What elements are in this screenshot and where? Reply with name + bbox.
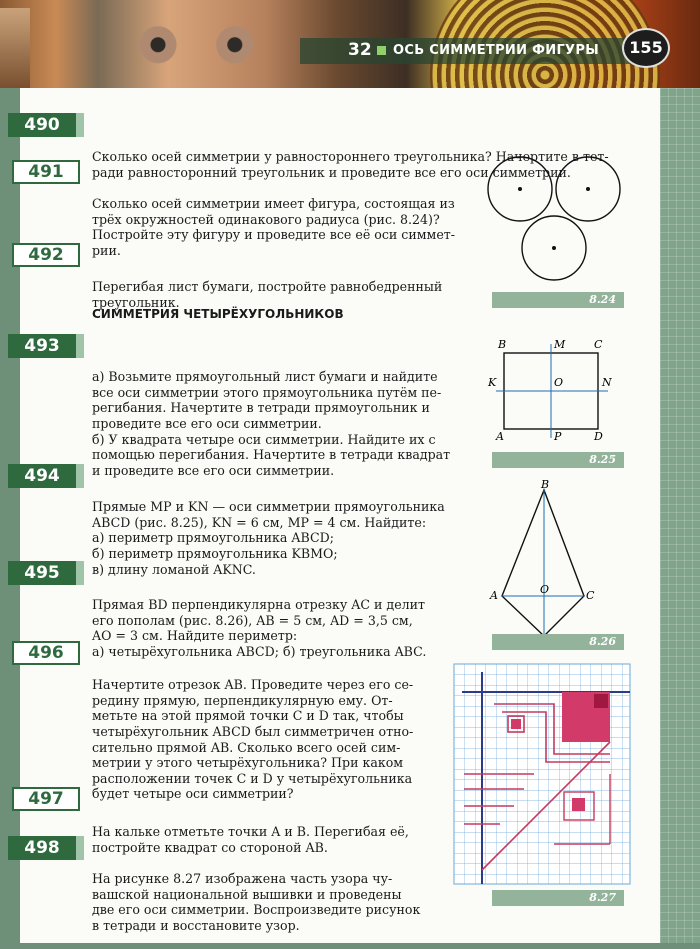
circle-left-center [518,187,522,191]
figure-8-25 [484,336,624,448]
pattern-small-square-1 [511,719,521,729]
problem-number-491: 491 [12,160,80,184]
figure-label-8-27: 8.27 [492,890,624,906]
point-m-label: M [554,338,566,351]
kite-abcd [502,490,584,636]
point-a-label: A [496,430,504,443]
pattern-small-square-2 [572,798,585,811]
point-k-label: K [488,376,497,389]
point-d-label: D [594,430,603,443]
problem-number-490: 490 [8,113,76,137]
tower-photo [0,8,30,88]
figure-label-8-26: 8.26 [492,634,624,650]
figure-8-24 [486,154,626,289]
problem-number-497: 497 [12,787,80,811]
circle-right-center [586,187,590,191]
problem-text-494: Прямые MP и KN — оси симметрии прямоугольника ABCD (рис. 8.25), KN = 6 см, MP = 4 см. Найдите: а) периметр прямоугольника ABCD; б) периметр прямоугольника KBMO; в) длину ломаной AKNC. [92,499,445,577]
chapter-number: 32 [348,40,372,60]
section-title: СИММЕТРИЯ ЧЕТЫРЁХУГОЛЬНИКОВ [92,307,344,321]
kite-point-o-label: O [540,583,550,596]
point-c-label: C [594,338,603,351]
figure-8-27 [454,664,630,884]
point-b-label: B [498,338,507,351]
problem-number-492: 492 [12,243,80,267]
kite-point-b-label: B [541,478,550,491]
problem-number-494: 494 [8,464,76,488]
problem-text-491: Сколько осей симметрии имеет фигура, состоящая из трёх окружностей одинакового радиуса (рис. 8.24)? Постройте эту фигуру и проведите все её оси симмет- рии. [92,196,456,258]
problem-number-495: 495 [8,561,76,585]
problem-text-490: Сколько осей симметрии у равностороннего треугольника? Начертите в тет- ради равносторонний треугольник и проведите все его оси симметрии. [92,149,609,180]
figure-label-8-24: 8.24 [492,292,624,308]
chapter-title: ОСЬ СИММЕТРИИ ФИГУРЫ [393,43,599,58]
problem-text-495: Прямая BD перпендикулярна отрезку AC и делит его пополам (рис. 8.26), AB = 5 см, AD = 3,5 см, AO = 3 см. Найдите периметр: а) четырёхугольника ABCD; б) треугольника ABC. [92,597,427,659]
figure-8-26 [486,480,606,650]
circle-bottom-center [552,246,556,250]
kite-point-a-label: A [490,589,498,602]
eyes-photo [110,20,270,65]
point-n-label: N [602,376,612,389]
kite-point-c-label: C [586,589,595,602]
problem-number-493: 493 [8,334,76,358]
problem-text-493: а) Возьмите прямоугольный лист бумаги и найдите все оси симметрии этого прямоугольника путём пе- регибания. Начертите в тетради прямоугольник и проведите все его оси симметрии. б) У квадрата четыре оси симметрии. Найдите их с помощью перегибания. Начертите в тетради квадрат и проведите все его оси симметрии. [92,369,451,478]
point-o-label: O [554,376,564,389]
problem-text-492: Перегибая лист бумаги, постройте равнобедренный треугольник. [92,279,443,310]
problem-text-497: На кальке отметьте точки A и B. Перегибая её, постройте квадрат со стороной AB. [92,824,409,855]
figure-label-8-25: 8.25 [492,452,624,468]
point-p-label: P [554,430,562,443]
problem-text-498: На рисунке 8.27 изображена часть узора чу- вашской национальной вышивки и проведены две его оси симметрии. Воспроизведите рисунок в тетради и восстановите узор. [92,871,421,933]
page-number: 155 [622,28,670,68]
right-grid-strip [660,0,700,943]
problem-text-496: Начертите отрезок AB. Проведите через его се- редину прямую, перпендикулярную ему. От- метьте на этой прямой точки C и D так, чтобы четырёхугольник ABCD был симметричен отно- сительно прямой AB. Сколько всего осей сим- метрии у этого четырёхугольника? При каком расположении точек C и D у четырёхугольника будет четыре оси симметрии? [92,677,414,802]
pattern-corner-square [594,694,608,708]
problem-number-496: 496 [12,641,80,665]
chapter-square-icon [377,46,386,55]
problem-number-498: 498 [8,836,76,860]
